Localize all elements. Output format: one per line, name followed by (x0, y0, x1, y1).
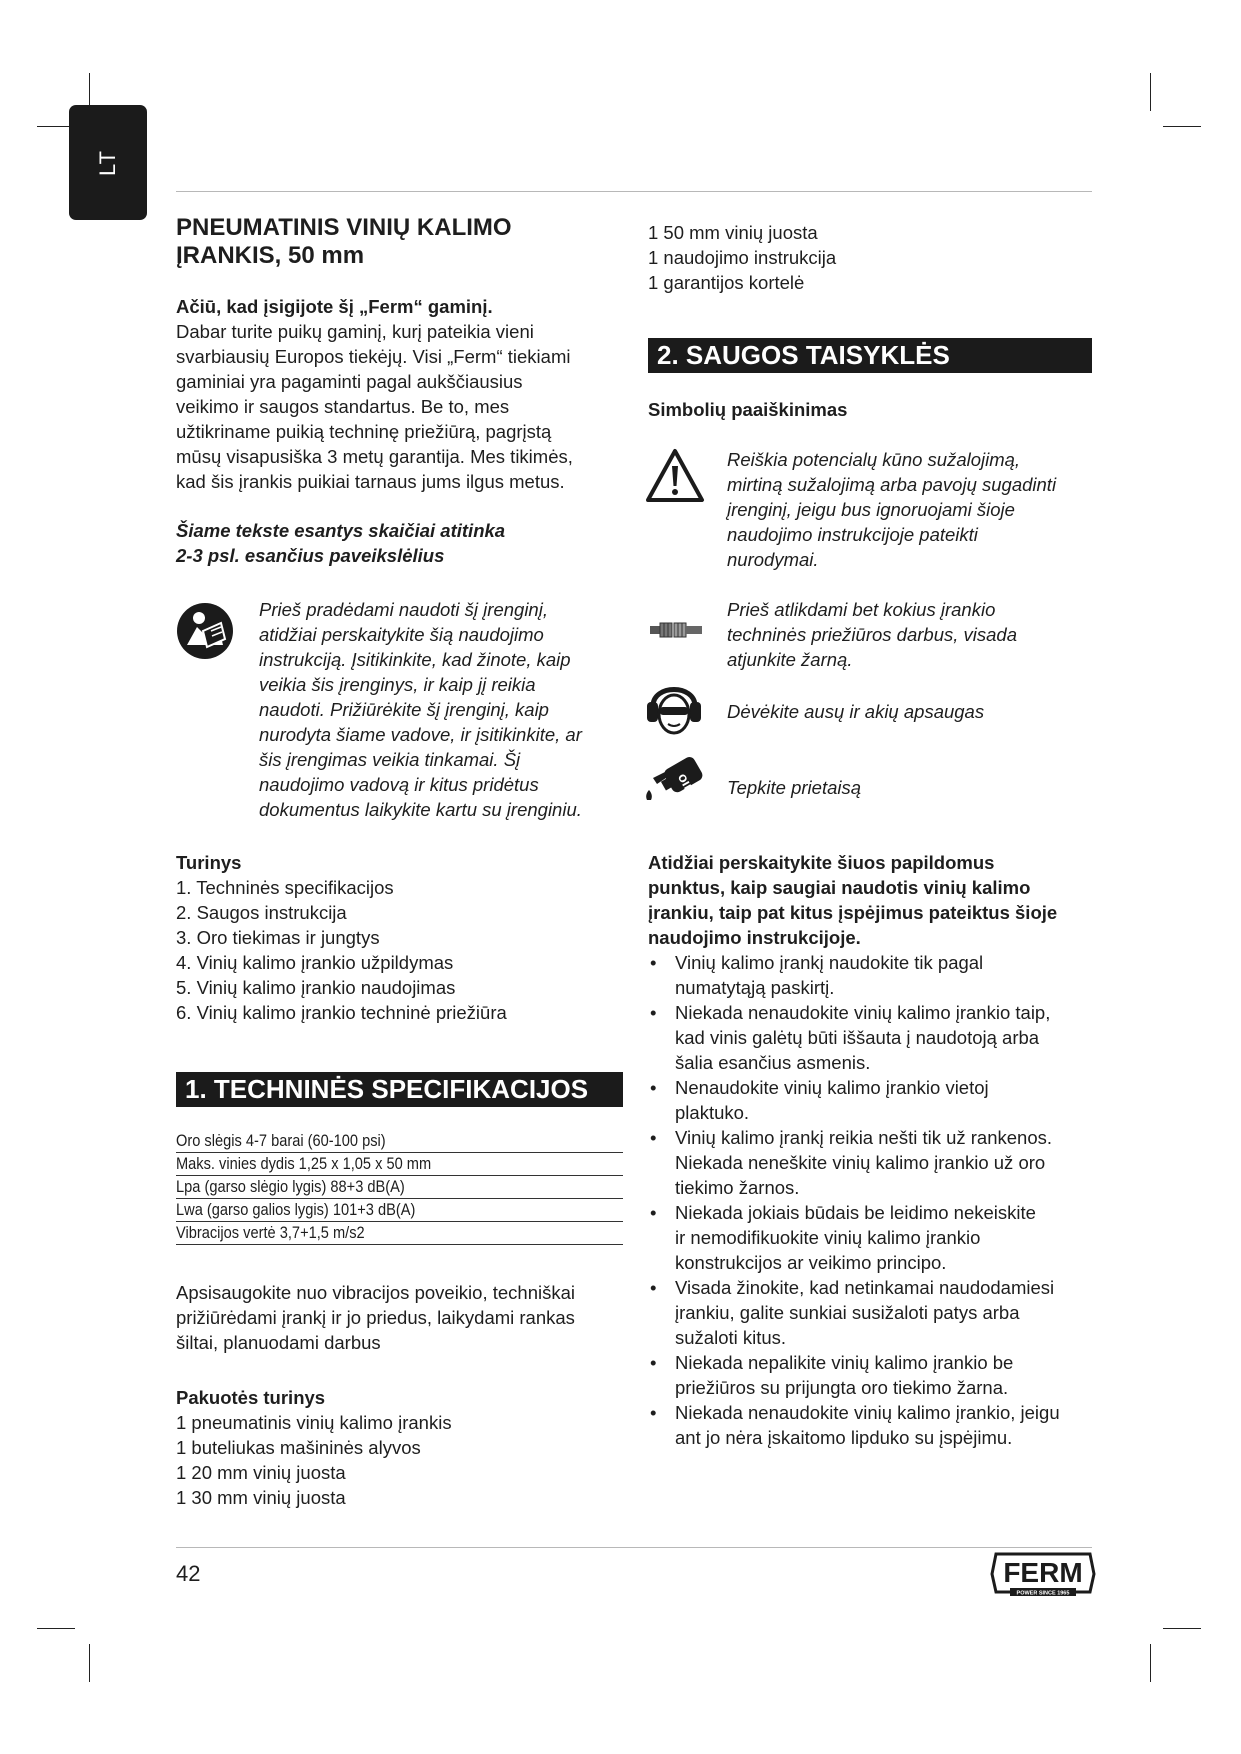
list-item: 1 naudojimo instrukcija (648, 247, 837, 268)
symbol-hose-text: Prieš atlikdami bet kokius įrankio techninės priežiūros darbus, visada atjunkite žarną. (727, 599, 1017, 670)
crop-mark (1150, 73, 1151, 111)
page-number: 42 (176, 1561, 201, 1586)
list-item: 4. Vinių kalimo įrankio užpildymas (176, 952, 454, 973)
list-item: 3. Oro tiekimas ir jungtys (176, 927, 380, 948)
spec-table (176, 1130, 623, 1245)
crop-mark (1150, 1644, 1151, 1682)
list-item: 2. Saugos instrukcija (176, 902, 347, 923)
language-tab (69, 105, 147, 220)
list-item: • Niekada nenaudokite vinių kalimo įrankio taip, kad vinis galėtų būti iššauta į naudotoją arba šalia esančius asmenis. (648, 1000, 1108, 1075)
hose-coupling-icon (648, 618, 704, 642)
intro-heading: Ačiū, kad įsigijote šį „Ferm“ gaminį. (176, 296, 493, 317)
left-column (176, 214, 626, 568)
table-row: Oro slėgis 4-7 barai (60-100 psi) (176, 1130, 623, 1153)
list-item: • Nenaudokite vinių kalimo įrankio vietoj plaktuko. (648, 1075, 1108, 1125)
crop-mark (89, 1644, 90, 1682)
contents-list (176, 875, 626, 1025)
list-item: 5. Vinių kalimo įrankio naudojimas (176, 977, 456, 998)
symbols-heading: Simbolių paaiškinimas (648, 399, 848, 420)
crop-mark (37, 1628, 75, 1629)
list-item: 1 20 mm vinių juosta (176, 1462, 346, 1483)
crop-mark (1163, 1628, 1201, 1629)
list-item: • Visada žinokite, kad netinkamai naudodamiesi įrankiu, galite sunkiai susižaloti patys arba sužaloti kitus. (648, 1275, 1108, 1350)
section-2-title: 2. SAUGOS TAISYKLĖS (648, 338, 1092, 373)
list-item: • Vinių kalimo įrankį naudokite tik pagal numatytąją paskirtį. (648, 950, 1108, 1000)
page-title: PNEUMATINIS VINIŲ KALIMO ĮRANKIS, 50 mm (176, 214, 512, 269)
ferm-logo-tagline: POWER SINCE 1965 (1016, 1590, 1070, 1597)
table-row: Lpa (garso slėgio lygis) 88+3 dB(A) (176, 1176, 623, 1199)
package-contents (176, 1385, 626, 1510)
vibration-note: Apsisaugokite nuo vibracijos poveikio, techniškai prižiūrėdami įrankį ir jo priedus, laikydami rankas šiltai, planuodami darbus (176, 1282, 575, 1353)
list-item: 1 50 mm vinių juosta (648, 222, 818, 243)
footer-rule (176, 1547, 1092, 1548)
warning-triangle-icon (645, 448, 705, 504)
warning-heading: Atidžiai perskaitykite šiuos papildomus punktus, kaip saugiai naudotis vinių kalimo įrankiu, taip pat kitus įspėjimus pateiktus šioje naudojimo instrukcijoje. (648, 852, 1058, 948)
safety-bullets (648, 950, 1108, 1450)
read-manual-text: Prieš pradėdami naudoti šį įrenginį, atidžiai perskaitykite šią naudojimo instrukciją. Įsitikinkite, kad žinote, kaip veikia šis įrenginys, ir kaip jį reikia naudoti. Prižiūrėkite šį įrenginį, kaip nurodyta šiame vadove, ir įsitikinkite, ar šis įrengimas veikia tinkamai. Šį naudojimo vadovą ir kitus pridėtus dokumentus laikykite kartu su įrenginiu. (259, 599, 582, 820)
header-rule (176, 191, 1092, 192)
list-item: • Niekada jokiais būdais be leidimo nekeiskite ir nemodifikuokite vinių kalimo įrankio konstrukcijos ar veikimo principo. (648, 1200, 1108, 1275)
language-tab-label: LT (95, 149, 120, 176)
symbol-oil-text: Tepkite prietaisą (727, 777, 862, 798)
ferm-logo-text: FERM (1003, 1557, 1083, 1588)
symbol-warning-text: Reiškia potencialų kūno sužalojimą, mirtiną sužalojimą arba pavojų sugadinti įrenginį, jeigu bus ignoruojami šioje naudojimo instrukcijoje pateikti nurodymai. (727, 449, 1057, 570)
oil-label: OIL (674, 772, 694, 795)
list-item: • Vinių kalimo įrankį reikia nešti tik už rankenos. Niekada neneškite vinių kalimo įrankio už oro tiekimo žarnos. (648, 1125, 1108, 1200)
list-item: 1 30 mm vinių juosta (176, 1487, 346, 1508)
list-item: 1. Techninės specifikacijos (176, 877, 394, 898)
section-1-title: 1. TECHNINĖS SPECIFIKACIJOS (176, 1072, 623, 1107)
figures-note: Šiame tekste esantys skaičiai atitinka 2-3 psl. esančius paveikslėlius (176, 520, 506, 566)
table-row: Maks. vinies dydis 1,25 x 1,05 x 50 mm (176, 1153, 623, 1176)
list-item: 1 buteliukas mašininės alyvos (176, 1437, 421, 1458)
symbol-protection-text: Dėvėkite ausų ir akių apsaugas (727, 701, 985, 722)
ferm-logo (990, 1552, 1096, 1597)
list-item: 1 pneumatinis vinių kalimo įrankis (176, 1412, 452, 1433)
ear-eye-protection-icon (643, 676, 705, 738)
list-item: • Niekada nepalikite vinių kalimo įrankio be priežiūros su prijungta oro tiekimo žarna. (648, 1350, 1108, 1400)
list-item: 1 garantijos kortelė (648, 272, 805, 293)
table-row: Lwa (garso galios lygis) 101+3 dB(A) (176, 1199, 623, 1222)
list-item: 6. Vinių kalimo įrankio techninė priežiūra (176, 1002, 507, 1023)
contents (176, 850, 626, 1025)
package-contents-continued (648, 220, 1098, 295)
contents-heading: Turinys (176, 852, 242, 873)
table-row: Vibracijos vertė 3,7+1,5 m/s2 (176, 1222, 623, 1245)
list-item: • Niekada nenaudokite vinių kalimo įrankio, jeigu ant jo nėra įskaitomo lipduko su įspėjimu. (648, 1400, 1108, 1450)
oil-can-icon (643, 752, 705, 802)
intro: Ačiū, kad įsigijote šį „Ferm“ gaminį. Dabar turite puikų gaminį, kurį pateikia vieni svarbiausių Europos tiekėjų. Visi „Ferm“ tiekiami gaminiai yra pagaminti pagal aukščiausius veikimo ir saugos standartus. Be to, mes užtikriname puikią techninę priežiūrą, pagrįstą mūsų visapusiška 3 metų garantija. Mes tikimės, kad šis įrankis puikiai tarnaus jums ilgus metus. (176, 294, 626, 494)
read-manual-icon (175, 601, 235, 661)
crop-mark (1163, 126, 1201, 127)
package-heading: Pakuotės turinys (176, 1387, 326, 1408)
